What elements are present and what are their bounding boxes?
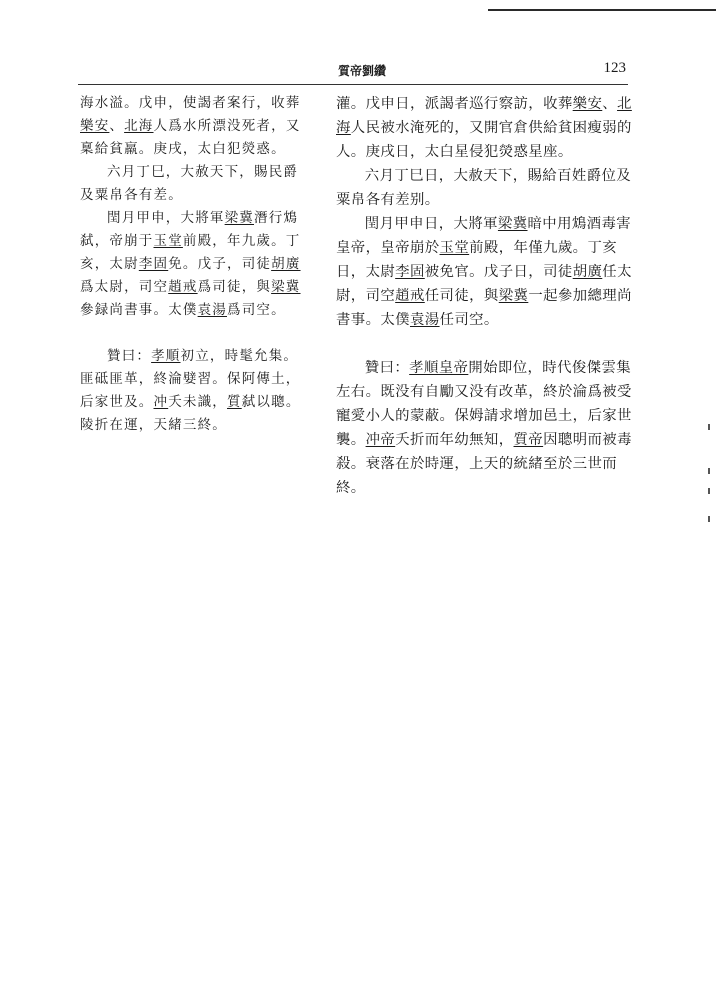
classical-paragraph-3: 閏月甲申，大將軍梁冀潛行鴆弑，帝崩于玉堂前殿，年九歲。丁亥，太尉李固免。戊子，司徒胡廣爲太尉，司空趙戒爲司徒，與梁冀參録尚書事。太僕袁湯爲司空。 (80, 210, 301, 318)
modern-paragraph-3: 閏月甲申日，大將軍梁冀暗中用鴆酒毒害皇帝，皇帝崩於玉堂前殿，年僅九歲。丁亥日，太尉李固被免官。戊子日，司徒胡廣任太尉，司空趙戒任司徒，與梁冀一起參加總理尚書事。太僕袁湯任司空。 (336, 216, 632, 328)
person-place-name: 北海 (336, 96, 632, 136)
person-place-name: 胡廣 (572, 264, 603, 280)
person-place-name: 趙戒 (395, 288, 425, 304)
person-place-name: 孝順皇帝 (409, 360, 469, 376)
person-place-name: 趙戒 (168, 279, 198, 295)
chapter-title: 質帝劉纘 (338, 64, 387, 78)
scan-edge-mark (708, 516, 710, 522)
person-place-name: 玉堂 (439, 240, 470, 256)
person-place-name: 孝順 (151, 348, 181, 364)
person-place-name: 玉堂 (153, 233, 183, 249)
person-place-name: 梁冀 (498, 288, 529, 304)
person-place-name: 北海 (124, 118, 154, 134)
person-place-name: 李固 (138, 256, 169, 272)
header-rule (78, 84, 628, 85)
modern-translation-column (336, 92, 632, 500)
classical-paragraph-4: 贊曰：孝順初立，時髦允集。匪砥匪革，終淪嬖習。保阿傳土，后家世及。冲夭未識，質弑以聰。陵折在運，天緒三終。 (80, 348, 301, 433)
person-place-name: 胡廣 (271, 256, 301, 272)
modern-paragraph-4: 贊曰：孝順皇帝開始即位，時代俊傑雲集左右。既没有自勵又没有改革，終於淪爲被受寵愛小人的蒙蔽。保姆請求增加邑土，后家世襲。冲帝夭折而年幼無知，質帝因聰明而被毒殺。衰落在於時運，上天的統緒至於三世而終。 (336, 360, 632, 496)
scan-edge-mark (708, 468, 710, 474)
person-place-name: 質帝 (513, 432, 544, 448)
person-place-name: 李固 (395, 264, 425, 280)
person-place-name: 梁冀 (224, 210, 255, 226)
person-place-name: 冲 (153, 394, 169, 410)
person-place-name: 袁湯 (409, 312, 440, 328)
classical-paragraph-1: 海水溢。戊申，使謁者案行，收葬樂安、北海人爲水所漂没死者，又稟給貧羸。庚戌，太白犯熒惑。 (80, 95, 301, 157)
person-place-name: 樂安 (572, 96, 603, 112)
top-border-line (488, 9, 716, 11)
page-number: 123 (603, 60, 626, 76)
running-header (78, 60, 628, 82)
person-place-name: 梁冀 (497, 216, 528, 232)
person-place-name: 樂安 (80, 118, 110, 134)
modern-paragraph-2: 六月丁巳日，大赦天下，賜給百姓爵位及粟帛各有差别。 (336, 168, 632, 208)
person-place-name: 梁冀 (271, 279, 301, 295)
scan-edge-mark (708, 488, 710, 494)
person-place-name: 冲帝 (365, 432, 396, 448)
scan-edge-mark (708, 424, 710, 430)
classical-text-column (80, 92, 312, 437)
person-place-name: 質 (227, 394, 242, 410)
modern-paragraph-1: 灌。戊申日，派謁者巡行察訪，收葬樂安、北海人民被水淹死的，又開官倉供給貧困瘦弱的人。庚戌日，太白星侵犯熒惑星座。 (336, 96, 632, 160)
classical-paragraph-2: 六月丁巳，大赦天下，賜民爵及粟帛各有差。 (80, 164, 299, 203)
person-place-name: 袁湯 (197, 302, 228, 318)
